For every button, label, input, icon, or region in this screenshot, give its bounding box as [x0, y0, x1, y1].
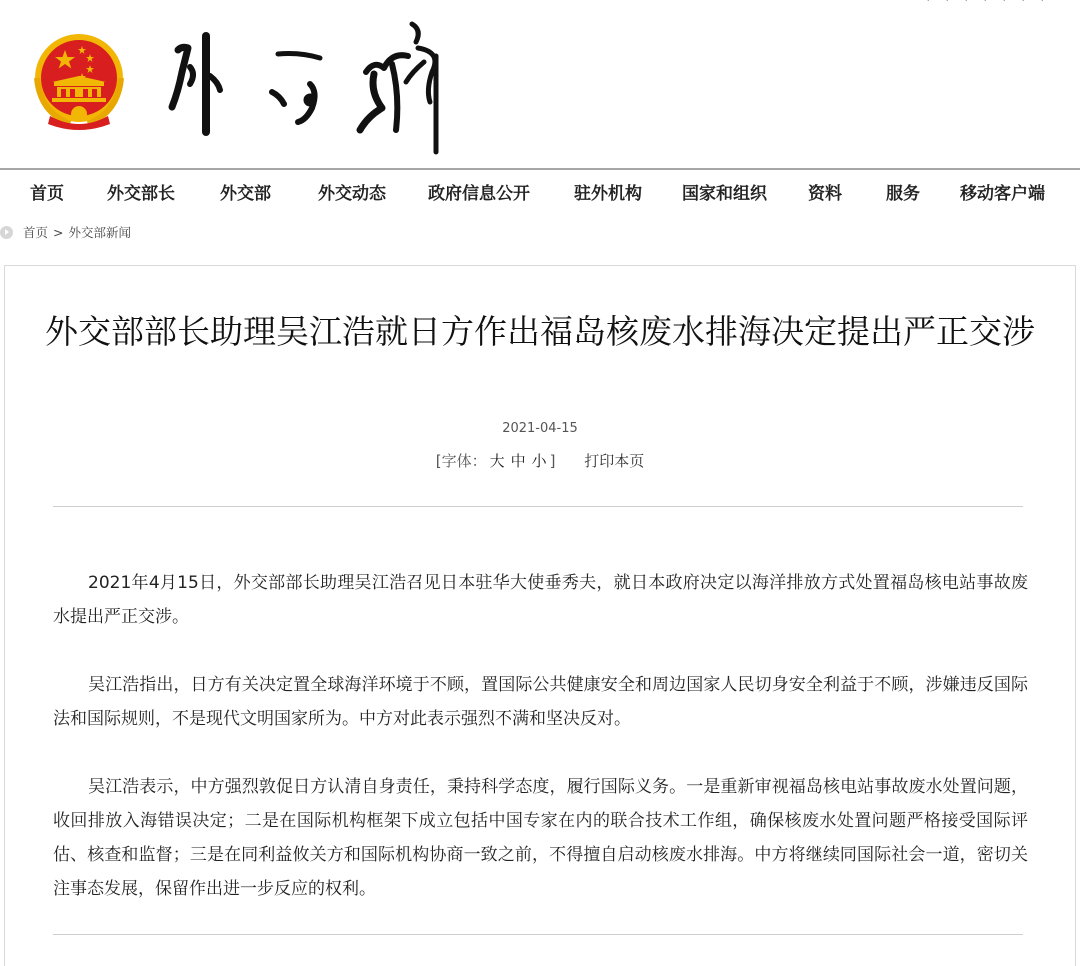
- font-size-label-close: ]: [549, 452, 556, 470]
- site-header: [0, 0, 1080, 168]
- nav-item-countries-orgs[interactable]: 国家和组织: [682, 183, 767, 204]
- nav-item-mobile-client[interactable]: 移动客户端: [960, 183, 1045, 204]
- article-paragraph-1: 2021年4月15日，外交部部长助理吴江浩召见日本驻华大使垂秀夫，就日本政府决定以海洋排放方式处置福岛核电站事故废水提出严正交涉。: [53, 573, 1028, 627]
- article-body: [53, 566, 1028, 940]
- font-size-medium-button[interactable]: 中: [510, 452, 526, 470]
- national-emblem-icon[interactable]: [30, 32, 128, 132]
- article-divider-top: [53, 506, 1023, 507]
- nav-item-home[interactable]: 首页: [30, 183, 64, 204]
- font-size-large-button[interactable]: 大: [489, 452, 505, 470]
- font-size-small-button[interactable]: 小: [531, 452, 547, 470]
- font-size-label-open: [字体：: [435, 452, 487, 470]
- article-paragraph-2: 吴江浩指出，日方有关决定置全球海洋环境于不顾，置国际公共健康安全和周边国家人民切身安全利益于不顾，涉嫌违反国际法和国际规则，不是现代文明国家所为。中方对此表示强烈不满和坚决反对。: [53, 675, 1028, 729]
- article-divider-bottom: [53, 934, 1023, 935]
- breadcrumb-current-link[interactable]: 外交部新闻: [68, 225, 132, 240]
- nav-item-diplomatic-news[interactable]: 外交动态: [318, 183, 386, 204]
- article-date: 2021-04-15: [502, 421, 578, 436]
- nav-item-services[interactable]: 服务: [886, 183, 920, 204]
- top-strip-decoration: · · · · · · ·: [926, 0, 1050, 7]
- breadcrumb-home-link[interactable]: 首页: [23, 225, 49, 240]
- nav-item-ministry[interactable]: 外交部: [220, 183, 271, 204]
- nav-item-resources[interactable]: 资料: [808, 183, 842, 204]
- print-page-button[interactable]: 打印本页: [584, 452, 645, 470]
- nav-item-minister[interactable]: 外交部长: [107, 183, 175, 204]
- breadcrumb: [0, 222, 131, 242]
- article-title: 外交部部长助理吴江浩就日方作出福岛核废水排海决定提出严正交涉: [45, 312, 1035, 351]
- article-paragraph-3: 吴江浩表示，中方强烈敦促日方认清自身责任，秉持科学态度，履行国际义务。一是重新审视福岛核电站事故废水处置问题，收回排放入海错误决定；二是在国际机构框架下成立包括中国专家在内的联合技术工作组，确保核废水处置问题严格接受国际评估、核查和监督；三是在同利益攸关方和国际机构协商一致之前，不得擅自启动核废水排海。中方将继续同国际社会一道，密切关注事态发展，保留作出进一步反应的权利。: [53, 777, 1028, 899]
- nav-item-gov-info[interactable]: 政府信息公开: [428, 183, 530, 204]
- breadcrumb-arrow-icon: [0, 226, 13, 239]
- article-panel: [4, 265, 1076, 966]
- breadcrumb-separator: >: [53, 224, 64, 240]
- site-logo-calligraphy[interactable]: [160, 12, 460, 162]
- nav-item-missions-abroad[interactable]: 驻外机构: [574, 183, 642, 204]
- main-nav: [0, 170, 1080, 212]
- article-tools: [5, 450, 1075, 471]
